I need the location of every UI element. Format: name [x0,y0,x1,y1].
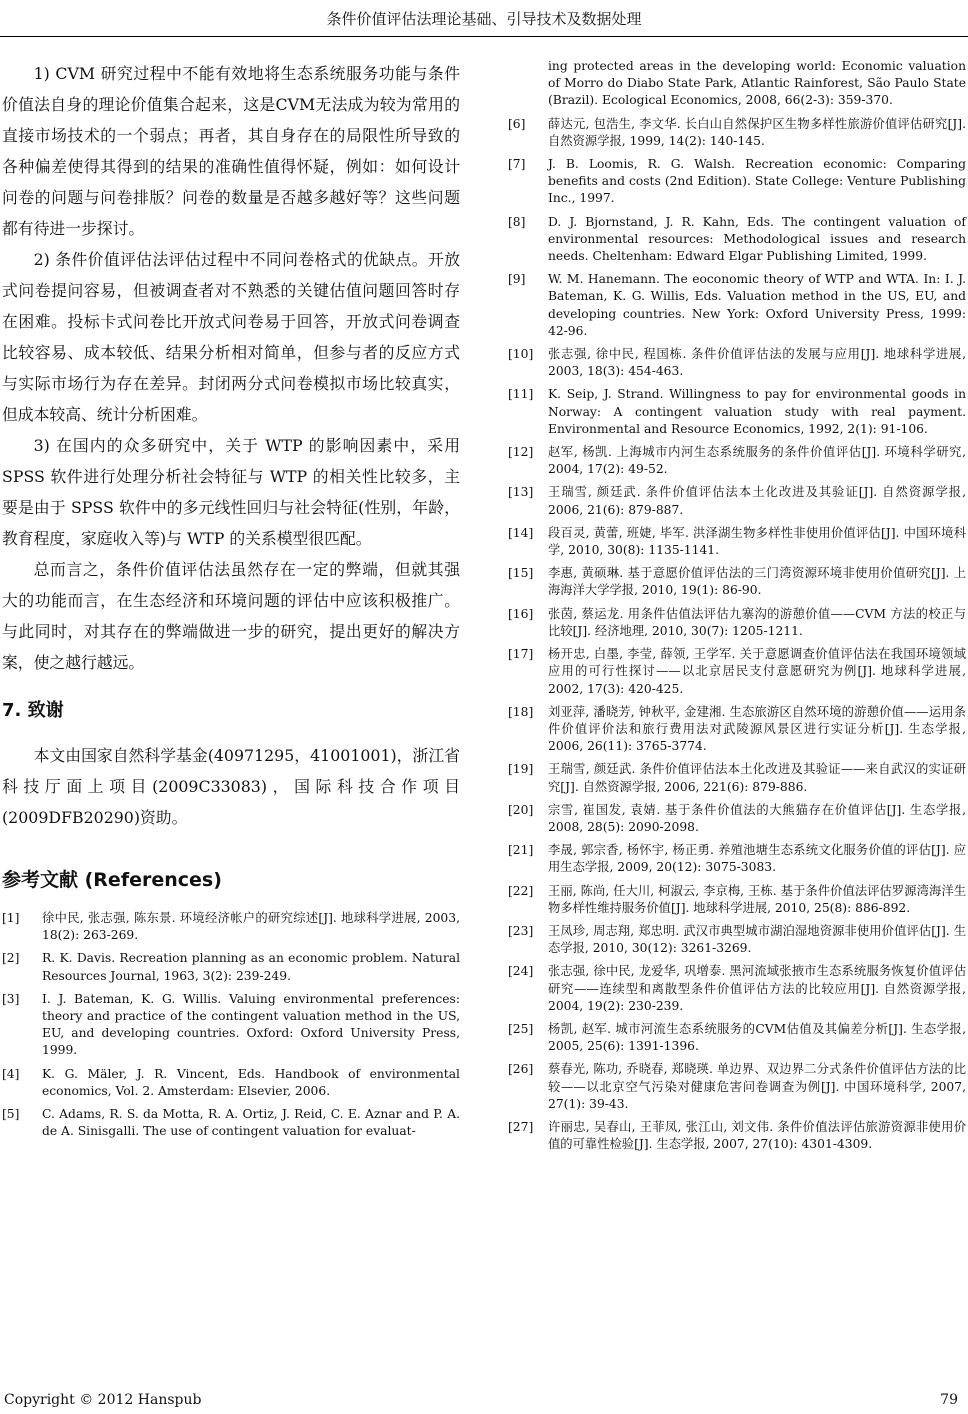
reference-text: 徐中民, 张志强, 陈东景. 环境经济帐户的研究综述[J]. 地球科学进展, 2003, 18(2): 263-269. [42,911,460,943]
reference-number: [22] [508,883,534,898]
paragraph-4: 总而言之，条件价值评估法虽然存在一定的弊端，但就其强大的功能而言，在生态经济和环境问题的评估中应该积极推广。与此同时，对其存在的弊端做进一步的研究，提出更好的解决方案，使之越行越远。 [2,560,460,672]
reference-number: [14] [508,525,534,540]
reference-item [508,761,966,795]
reference-item [508,963,966,1015]
reference-item [508,1119,966,1153]
paragraph-2: 2) 条件价值评估法评估过程中不同问卷格式的优缺点。开放式问卷提问容易，但被调查者对不熟悉的关键估值问题回答时存在困难。投标卡式问卷比开放式问卷易于回答，开放式问卷调查比较容易、成本较低、结果分析相对简单，但参与者的反应方式与实际市场行为存在差异。封闭两分式问卷模拟市场比较真实，但成本较高、统计分析困难。 [2,250,460,424]
page-number: 79 [940,1392,958,1408]
reference-number: [23] [508,923,534,938]
reference-text: C. Adams, R. S. da Motta, R. A. Ortiz, J. Reid, C. E. Aznar and P. A. de A. Sinisgalli. The use of contingent valuation for evaluat- [42,1107,460,1139]
right-column [508,58,966,1159]
reference-number: [13] [508,485,534,500]
reference-text: 杨开忠, 白墨, 李莹, 薛领, 王学军. 关于意愿调查价值评估法在我国环境领域应用的可行性探讨——以北京居民支付意愿研究为例[J]. 地球科学进展, 2002, 17(3): 420-425. [548,647,966,696]
reference-text: 王瑞雪, 颜廷武. 条件价值评估法本土化改进及其验证[J]. 自然资源学报, 2006, 21(6): 879-887. [548,485,966,517]
reference-number: [5] [2,1107,20,1122]
right-reference-list [508,116,966,1154]
reference-item [508,704,966,756]
reference-item [508,1021,966,1055]
reference-text: 王凤珍, 周志翔, 郑忠明. 武汉市典型城市湖泊湿地资源非使用价值评估[J]. 生态学报, 2010, 30(12): 3261-3269. [548,923,966,956]
reference-number: [9] [508,272,526,287]
reference-number: [12] [508,445,534,460]
reference-text: 段百灵, 黄蕾, 班婕, 毕军. 洪泽湖生物多样性非使用价值评估[J]. 中国环境科学, 2010, 30(8): 1135-1141. [548,525,966,558]
paragraph-1: 1) CVM 研究过程中不能有效地将生态系统服务功能与条件价值法自身的理论价值集合起来，这是CVM无法成为较为常用的直接市场技术的一个弱点；再者，其自身存在的局限性所导致的各种偏差使得其得到的结果的准确性值得怀疑，例如：如何设计问卷的问题与问卷排版？问卷的数量是否越多越好等？这些问题都有待进一步探讨。 [2,64,460,238]
reference-number: [24] [508,964,534,979]
reference-item [508,802,966,836]
reference-text: 张志强, 徐中民, 程国栋. 条件价值评估法的发展与应用[J]. 地球科学进展, 2003, 18(3): 454-463. [548,347,966,379]
left-column [2,58,460,1146]
reference-text: 李晟, 郭宗香, 杨怀宇, 杨正勇. 养殖池塘生态系统文化服务价值的评估[J]. 应用生态学报, 2009, 20(12): 3075-3083. [548,843,966,875]
reference-number: [1] [2,911,20,925]
reference-item [508,606,966,640]
reference-number: [4] [2,1066,20,1081]
reference-number: [10] [508,347,534,362]
running-header: 条件价值评估法理论基础、引导技术及数据处理 [326,10,642,28]
reference-text: 刘亚萍, 潘晓芳, 钟秋平, 金建湘. 生态旅游区自然环境的游憩价值——运用条件价值评价法和旅行费用法对武陵源风景区进行实证分析[J]. 生态学报, 2006, 26(11): 3765-3774. [548,704,966,754]
header-rule [0,36,968,37]
reference-number: [2] [2,951,20,966]
reference-number: [16] [508,606,534,621]
reference-item [508,923,966,957]
reference-item [508,565,966,599]
paragraph-3: 3) 在国内的众多研究中，关于 WTP 的影响因素中，采用 SPSS 软件进行处理分析社会特征与 WTP 的相关性比较多，主要是由于 SPSS 软件中的多元线性回归与社会特征(性别，年龄，教育程度，家庭收入等)与 WTP 的关系模型很匹配。 [2,436,460,548]
reference-number: [26] [508,1062,534,1077]
reference-text: 张茵, 蔡运龙. 用条件估值法评估九寨沟的游憩价值——CVM 方法的校正与比较[J]. 经济地理, 2010, 30(7): 1205-1211. [548,606,966,638]
reference-item [2,950,460,984]
reference-item [508,1061,966,1113]
reference-text: W. M. Hanemann. The eoconomic theory of WTP and WTA. In: I. J. Bateman, K. G. Willis, Eds. Valuation method in the US, EU, and developing countries. New York: Oxford University Press, 1999: 42-96. [548,272,966,338]
reference-item [2,1066,460,1100]
reference-item [508,444,966,478]
reference-text: 王瑞雪, 颜廷武. 条件价值评估法本土化改进及其验证——来自武汉的实证研究[J]. 自然资源学报, 2006, 221(6): 879-886. [548,762,966,794]
reference-text: R. K. Davis. Recreation planning as an economic problem. Natural Resources Journal, 1963, 3(2): 239-249. [42,951,460,983]
reference-number: [11] [508,387,534,402]
references-heading: 参考文献 (References) [2,869,222,891]
reference-item [508,346,966,380]
reference-number: [3] [2,991,20,1006]
reference-number: [7] [508,157,526,172]
reference-item [2,1106,460,1140]
reference-item [508,883,966,917]
acknowledgement-text: 本文由国家自然科学基金(40971295，41001001)，浙江省科技厅面上项目(2009C33083)，国际科技合作项目(2009DFB20290)资助。 [2,746,460,827]
reference-item [508,646,966,698]
reference-number: [19] [508,762,534,777]
reference-text: 许丽忠, 吴春山, 王菲凤, 张江山, 刘文伟. 条件价值法评估旅游资源非使用价值的可靠性检验[J]. 生态学报, 2007, 27(10): 4301-4309. [548,1119,966,1152]
reference-text: 赵军, 杨凯. 上海城市内河生态系统服务的条件价值评估[J]. 环境科学研究, 2004, 17(2): 49-52. [548,445,966,477]
reference-text: 薛达元, 包浩生, 李文华. 长白山自然保护区生物多样性旅游价值评估研究[J]. 自然资源学报, 1999, 14(2): 140-145. [548,116,966,148]
reference-item [508,271,966,340]
reference-item [2,910,460,944]
reference-text: K. G. Mäler, J. R. Vincent, Eds. Handbook of environmental economics, Vol. 2. Amsterdam: Elsevier, 2006. [42,1066,460,1098]
reference-number: [18] [508,704,534,719]
reference-text: 王丽, 陈尚, 任大川, 柯淑云, 李京梅, 王栋. 基于条件价值法评估罗源湾海洋生物多样性维持服务价值[J]. 地球科学进展, 2010, 25(8): 886-892. [548,883,966,915]
reference-text: D. J. Bjornstand, J. R. Kahn, Eds. The contingent valuation of environmental resources: Methodological issues and research needs. Cheltenham: Edward Elgar Publishing Limited, 1999. [548,214,966,264]
reference-number: [25] [508,1021,534,1036]
reference-item [2,991,460,1060]
reference-item [508,214,966,266]
reference-text: 李惠, 黄硕琳. 基于意愿价值评估法的三门湾资源环境非使用价值研究[J]. 上海海洋大学学报, 2010, 19(1): 86-90. [548,566,966,598]
reference-number: [21] [508,843,534,858]
reference-text: I. J. Bateman, K. G. Willis. Valuing environmental preferences: theory and practice of the contingent valuation method in the US, EU, and developing countries. Oxford: Oxford University Press, 1999. [42,991,460,1058]
reference-item [508,386,966,438]
reference-text: 张志强, 徐中民, 龙爱华, 巩增泰. 黑河流域张掖市生态系统服务恢复价值评估研究——连续型和离散型条件价值评估方法的比较应用[J]. 自然资源学报, 2004, 19(2): 230-239. [548,964,966,1013]
reference-text: K. Seip, J. Strand. Willingness to pay for environmental goods in Norway: A contingent valuation study with real payment. Environmental and Resource Economics, 1992, 2(1): 91-106. [548,387,966,436]
reference-item [508,484,966,518]
reference-text: 杨凯, 赵军. 城市河流生态系统服务的CVM估值及其偏差分析[J]. 生态学报, 2005, 25(6): 1391-1396. [548,1021,966,1054]
reference-number: [6] [508,116,526,131]
reference-number: [15] [508,566,534,581]
reference-text: J. B. Loomis, R. G. Walsh. Recreation economic: Comparing benefits and costs (2nd Edition). State College: Venture Publishing Inc., 1997. [548,157,966,206]
reference-number: [20] [508,802,534,817]
reference-number: [17] [508,647,534,662]
reference-text: 蔡春光, 陈功, 乔晓春, 郑晓瑛. 单边界、双边界二分式条件价值评估方法的比较——以北京空气污染对健康危害问卷调查为例[J]. 中国环境科学, 2007, 27(1): 39-43. [548,1062,966,1111]
reference-number: [27] [508,1119,534,1134]
copyright-footer: Copyright © 2012 Hanspub [4,1392,202,1408]
reference-item [508,525,966,559]
reference-continuation: ing protected areas in the developing world: Economic valuation of Morro do Diabo State Park, Atlantic Rainforest, São Paulo State (Brazil). Ecological Economics, 2008, 66(2-3): 359-370. [548,59,966,108]
reference-text: 宗雪, 崔国发, 袁婧. 基于条件价值法的大熊猫存在价值评估[J]. 生态学报, 2008, 28(5): 2090-2098. [548,802,966,834]
left-reference-list [2,910,460,1140]
reference-number: [8] [508,214,526,229]
reference-item [508,116,966,150]
reference-item [508,156,966,208]
reference-item [508,842,966,876]
acknowledgement-heading: 7. 致谢 [2,700,64,721]
